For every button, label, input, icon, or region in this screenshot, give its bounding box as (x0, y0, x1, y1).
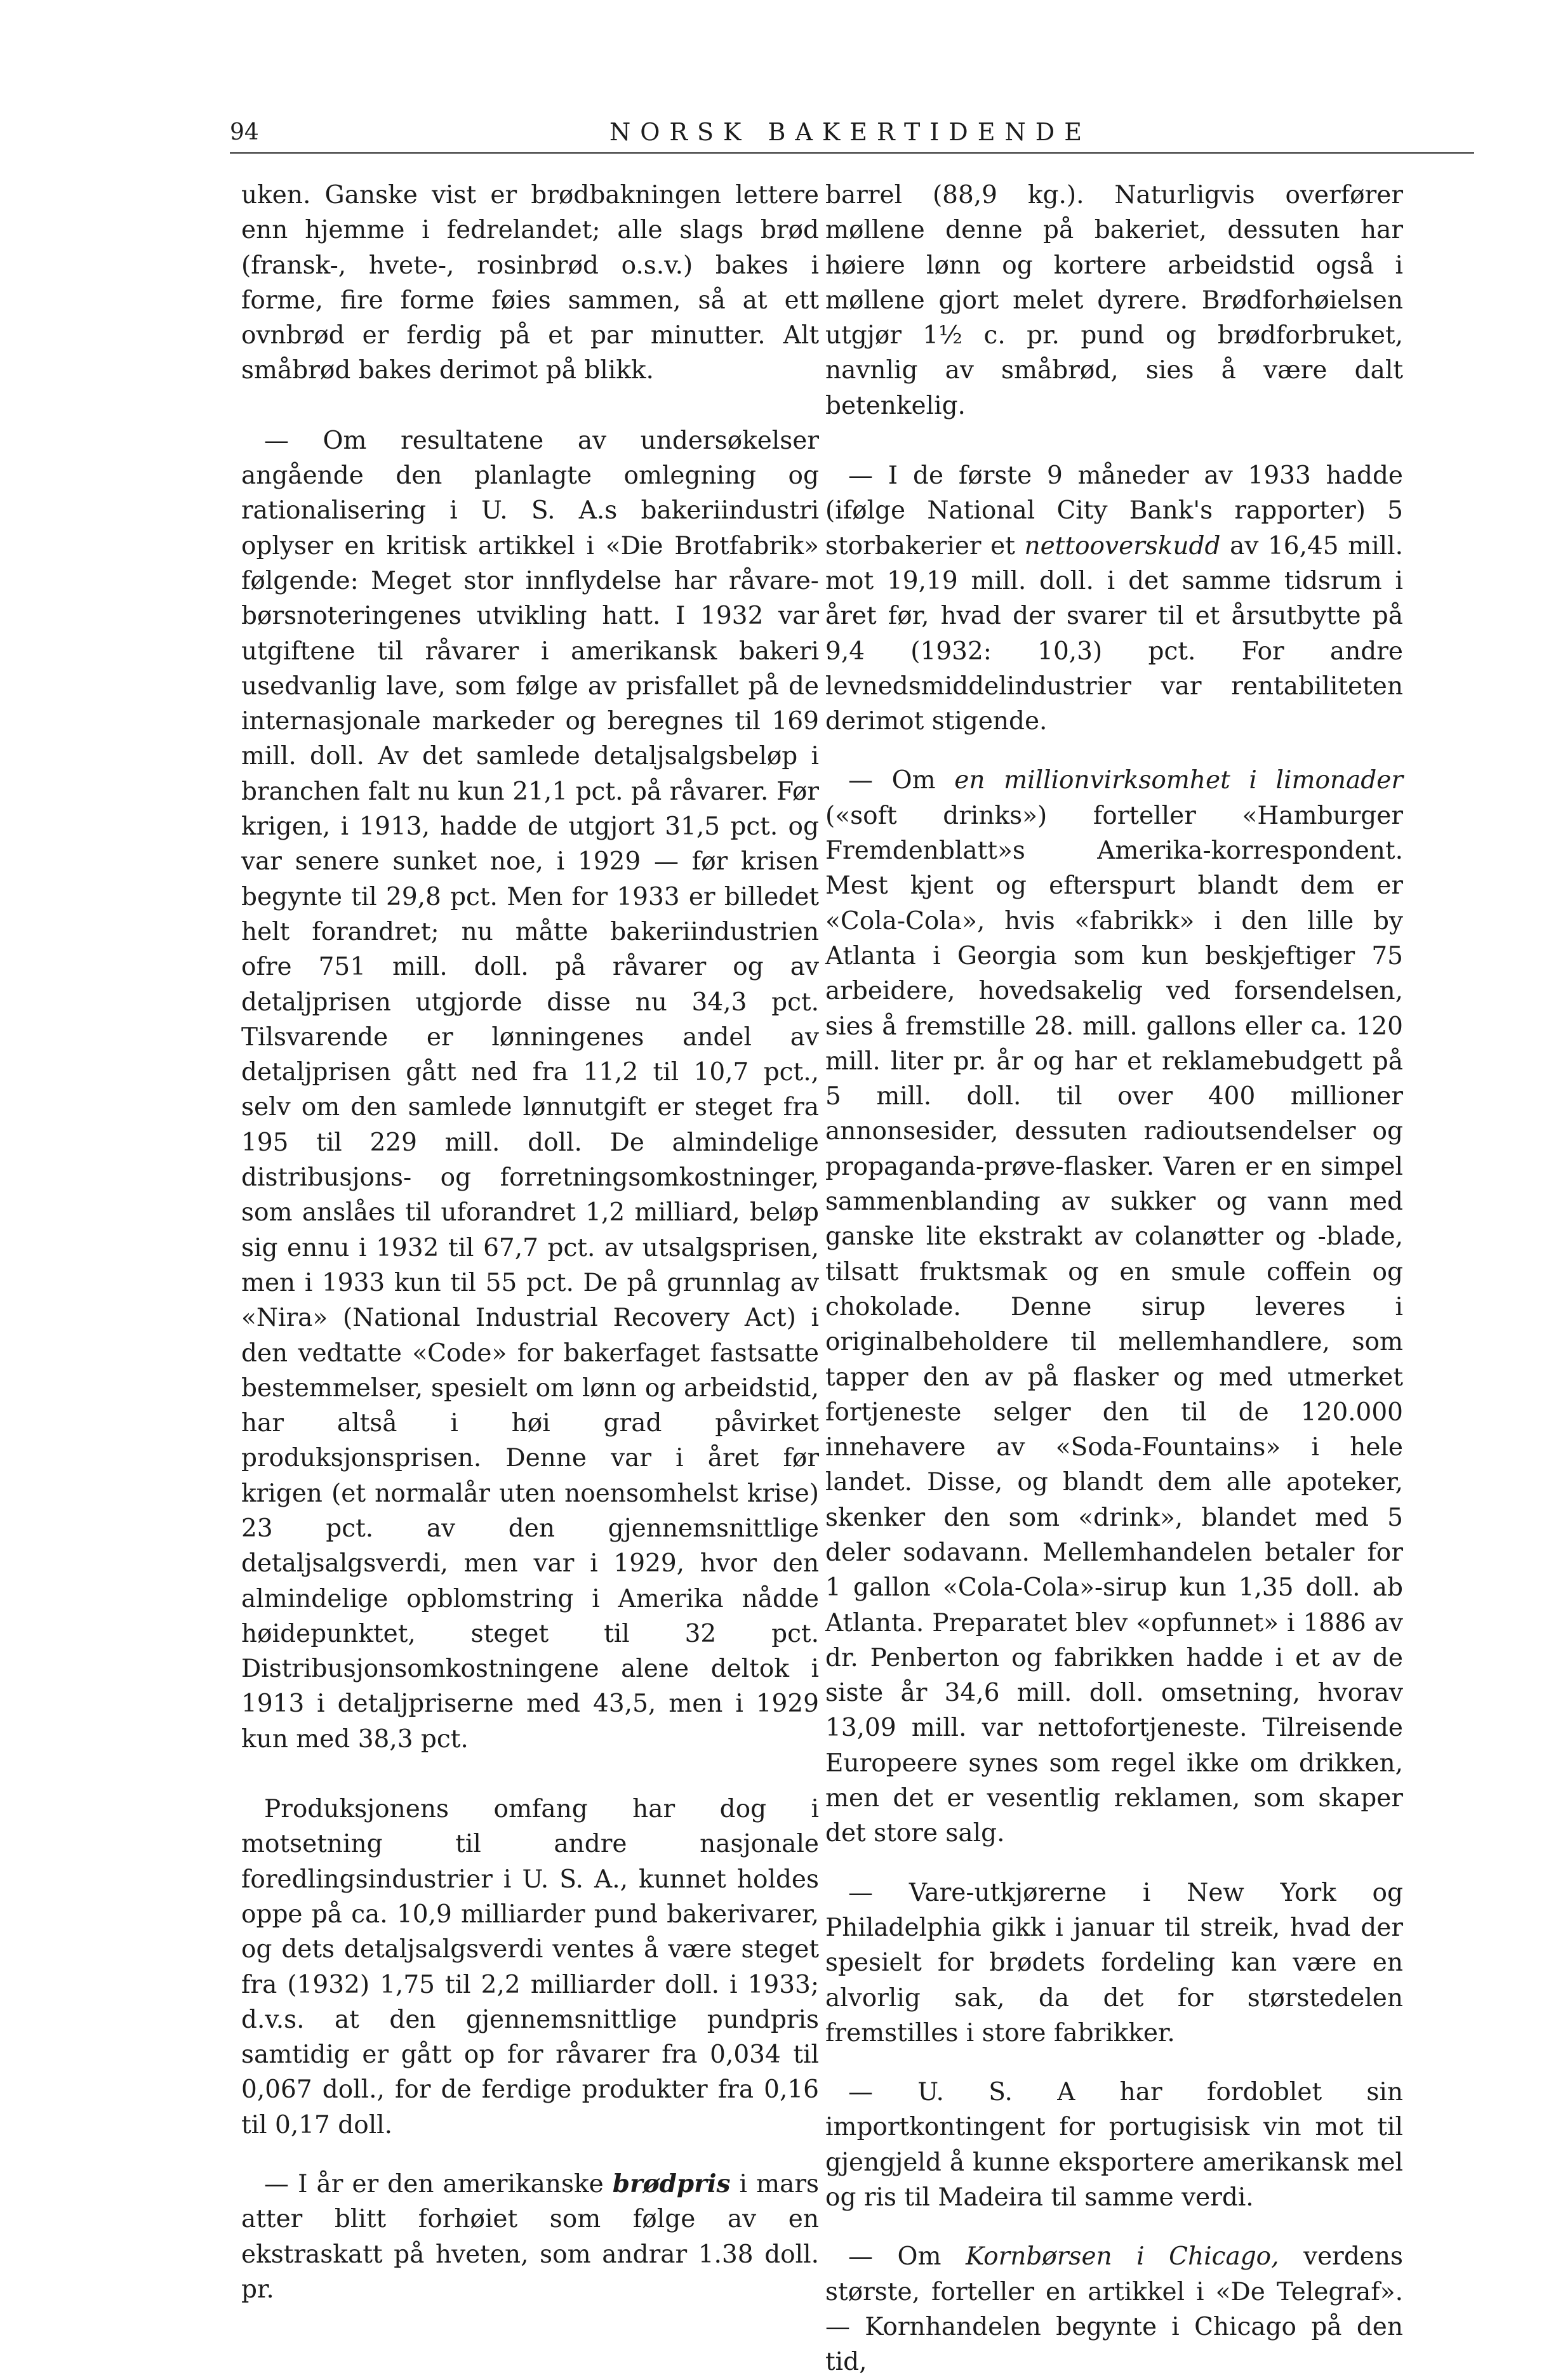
text-run: i mars atter blitt forhøiet som følge av en ekstraskatt på hveten, som andrar 1.38 doll. pr. (241, 2170, 819, 2304)
header-rule (230, 152, 1474, 154)
emphasis: nettooverskudd (1024, 531, 1221, 560)
paragraph (825, 458, 1403, 739)
paragraph: — Om resultatene av undersøkelser angående den planlagte omlegning og rationalisering i U. S. A.s bakeriindustri oplyser en kritisk artikkel i «Die Brotfabrik» følgende: Meget stor innflydelse har råvare-børsnoteringenes utvikling hatt. I 1932 var utgiftene til råvarer i amerikansk bakeri usedvanlig lave, som følge av prisfallet på de internasjonale markeder og beregnes til 169 mill. doll. Av det samlede detaljsalgsbeløp i branchen falt nu kun 21,1 pct. på råvarer. Før krigen, i 1913, hadde de utgjort 31,5 pct. og var senere sunket noe, i 1929 — før krisen begynte til 29,8 pct. Men for 1933 er billedet helt forandret; nu måtte bakeriindustrien ofre 751 mill. doll. på råvarer og av detaljprisen utgjorde disse nu 34,3 pct. Tilsvarende er lønningenes andel av detaljprisen gått ned fra 11,2 til 10,7 pct., selv om den samlede lønnutgift er steget fra 195 til 229 mill. doll. De almindelige distribusjons- og forretningsomkostninger, som anslåes til uforandret 1,2 milliard, beløp sig ennu i 1932 til 67,7 pct. av utsalgsprisen, men i 1933 kun til 55 pct. De på grunnlag av «Nira» (National Industrial Recovery Act) i den vedtatte «Code» for bakerfaget fastsatte bestemmelser, spesielt om lønn og arbeidstid, har altså i høi grad påvirket produksjonsprisen. Denne var i året før krigen (et normalår uten noensomhelst krise) 23 pct. av den gjennemsnittlige detaljsalgsverdi, men var i 1929, hvor den almindelige opblomstring i Amerika nådde høidepunktet, steget til 32 pct. Distribusjonsomkostningene alene deltok i 1913 i detaljpriserne med 43,5, men i 1929 kun med 38,3 pct. (241, 426, 819, 1754)
paragraph: uken. Ganske vist er brødbakningen lettere enn hjemme i fedrelandet; alle slags brød (fransk-, hvete-, rosinbrød o.s.v.) bakes i forme, fire forme føies sammen, så at ett ovnbrød er ferdig på et par minutter. Alt småbrød bakes derimot på blikk. (241, 181, 819, 385)
paragraph (241, 2167, 819, 2307)
page-number: 94 (230, 119, 259, 145)
right-column (825, 178, 1403, 2380)
text-run: — I de første 9 måneder av 1933 hadde (ifølge National City Bank's rapporter) 5 storbakerier et (825, 461, 1403, 560)
text-run: — I år er den amerikanske (264, 2170, 613, 2199)
text-run: verdens største, forteller en artikkel i «De Telegraf». — Kornhandelen begynte i Chicago på den tid, (825, 2242, 1404, 2377)
emphasis: en millionvirksomhet i limonader (954, 766, 1403, 795)
text-run: («soft drinks») forteller «Hamburger Fremdenblatt»s Amerika-korrespondent. Mest kjent og efterspurt blandt dem er «Cola-Cola», hvis «fabrikk» i den lille by Atlanta i Georgia som kun beskjeftiger 75 arbeidere, hovedsakelig ved forsendelsen, sies å fremstille 28. mill. gallons eller ca. 120 mill. liter pr. år og har et reklamebudgett på 5 mill. doll. til over 400 millioner annonsesider, dessuten radioutsendelser og propaganda-prøve-flasker. Varen er en simpel sammenblanding av sukker og vann med ganske lite ekstrakt av colanøtter og -blade, tilsatt fruktsmak og en smule coffein og chokolade. Denne sirup leveres i originalbeholdere til mellemhandlere, som tapper den av på flasker og med utmerket fortjeneste selger den til de 120.000 innehavere av «Soda-Fountains» i hele landet. Disse, og blandt dem alle apoteker, skenker den som «drink», blandet med 5 deler sodavann. Mellemhandelen betaler for 1 gallon «Cola-Cola»-sirup kun 1,35 doll. ab Atlanta. Preparatet blev «opfunnet» i 1886 av dr. Penberton og fabrikken hadde i et av de siste år 34,6 mill. doll. omsetning, hvorav 13,09 mill. var nettofortjeneste. Tilreisende Europeere synes som regel ikke om drikken, men det er vesentlig reklamen, som skaper det store salg. (825, 801, 1403, 1848)
text-run: av 16,45 mill. mot 19,19 mill. doll. i det samme tidsrum i året før, hvad der svarer til et årsutbytte på 9,4 (1932: 10,3) pct. For andre levnedsmiddelindustrier var rentabiliteten derimot stigende. (825, 531, 1404, 736)
left-column (241, 178, 819, 2307)
paragraph: Produksjonens omfang har dog i motsetning til andre nasjonale foredlingsindustrier i U. S. A., kunnet holdes oppe på ca. 10,9 milliarder pund bakerivarer, og dets detaljsalgsverdi ventes å være steget fra (1932) 1,75 til 2,2 milliarder doll. i 1933; d.v.s. at den gjennemsnittlige pundpris samtidig er gått op for råvarer fra 0,034 til 0,067 doll., for de ferdige produkter fra 0,16 til 0,17 doll. (241, 1795, 819, 2139)
text-run: — Om (848, 2242, 966, 2271)
paragraph: — Vare-utkjørerne i New York og Philadelphia gikk i januar til streik, hvad der spesielt for brødets fordeling kan være en alvorlig sak, da det for størstedelen fremstilles i store fabrikker. (825, 1878, 1403, 2047)
paragraph: barrel (88,9 kg.). Naturligvis overfører møllene denne på bakeriet, dessuten har høiere lønn og kortere arbeidstid også i møllene gjort melet dyrere. Brødforhøielsen utgjør 1½ c. pr. pund og brødforbruket, navnlig av småbrød, sies å være dalt betenkelig. (825, 181, 1403, 420)
paragraph (825, 2239, 1403, 2379)
emphasis: brødpris (612, 2169, 731, 2199)
paragraph: — U. S. A har fordoblet sin importkontingent for portugisisk vin mot til gjengjeld å kunne eksportere amerikansk mel og ris til Madeira til samme verdi. (825, 2078, 1403, 2212)
text-run: — Om (848, 766, 955, 795)
emphasis: Kornbørsen i Chicago, (966, 2242, 1279, 2271)
running-head-title: NORSK BAKERTIDENDE (609, 118, 1091, 146)
paragraph (825, 763, 1403, 1851)
